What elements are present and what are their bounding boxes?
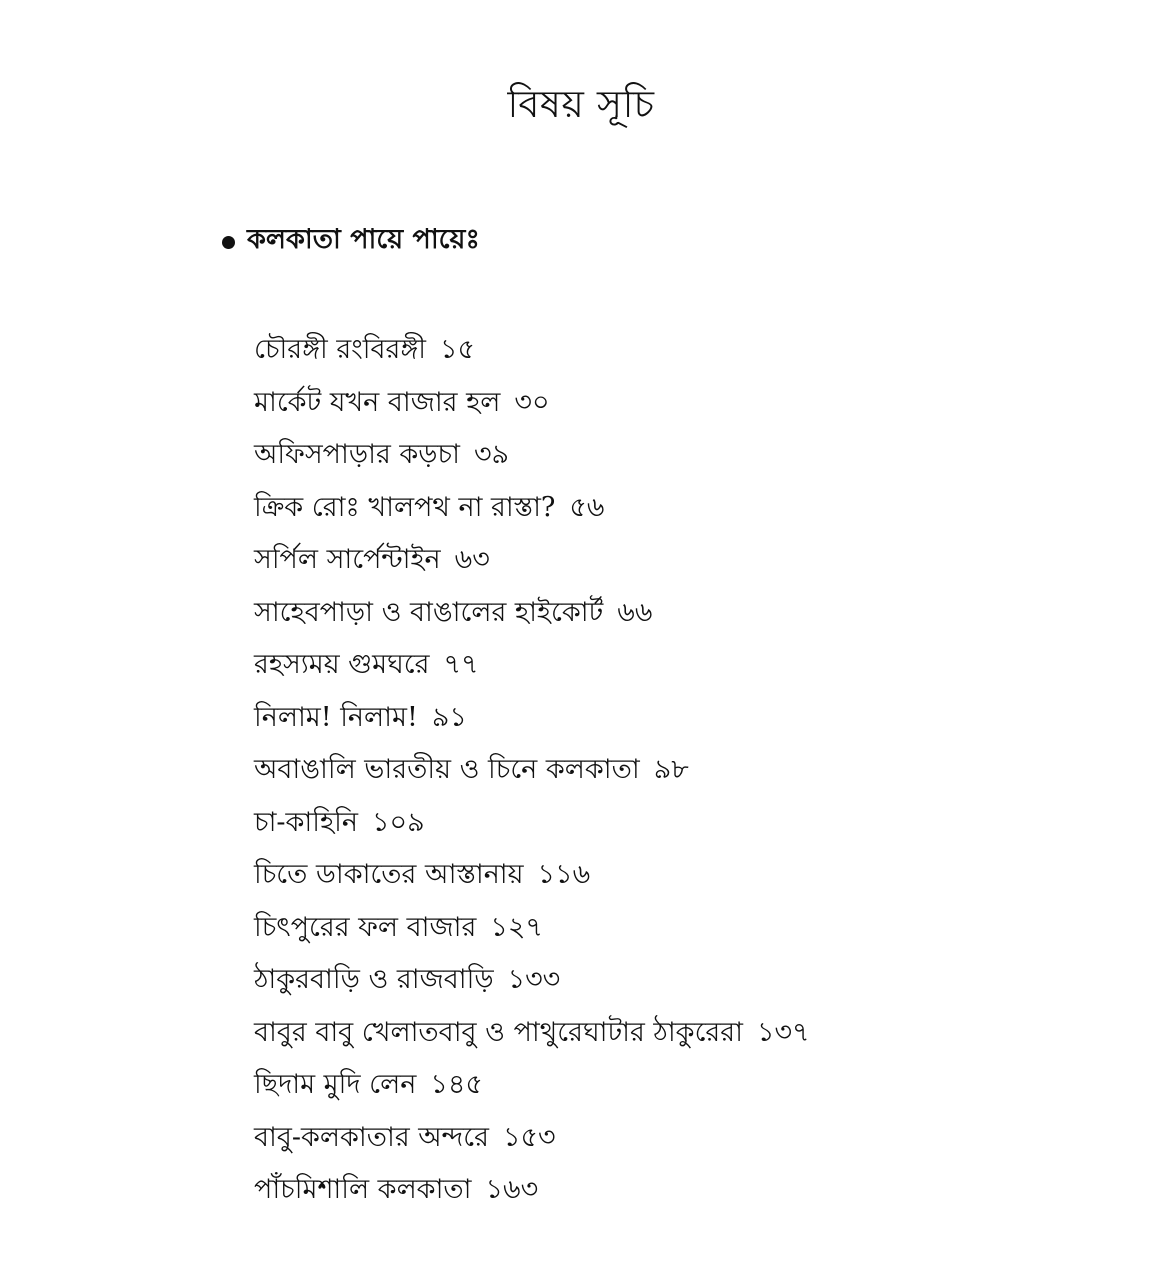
toc-entry-page: ৯৮ [653, 754, 689, 785]
toc-entry [254, 1011, 810, 1064]
toc-entry-title: ছিদাম মুদি লেন [254, 1069, 417, 1100]
bullet-icon [222, 236, 235, 249]
toc-entry-title: চৌরঙ্গী রংবিরঙ্গী [254, 334, 427, 365]
toc-entry-page: ১৫ [440, 334, 476, 365]
toc-entry-title: পাঁচমিশালি কলকাতা [254, 1174, 472, 1205]
toc-entry [254, 958, 810, 1011]
toc-entry-page: ১০৯ [372, 806, 425, 838]
toc-entry-title: বাবুর বাবু খেলাতবাবু ও পাথুরেঘাটার ঠাকুরেরা [254, 1016, 743, 1048]
toc-entry [254, 328, 810, 381]
toc-entry-page: ৬৬ [617, 596, 653, 628]
toc-entry-title: ঠাকুরবাড়ি ও রাজবাড়ি [254, 964, 494, 995]
toc-entry-title: সর্পিল সার্পেন্টাইন [254, 544, 441, 575]
toc-entry [254, 591, 810, 644]
section-heading [222, 224, 480, 256]
section-heading-label: কলকাতা পায়ে পায়েঃ [247, 224, 480, 255]
toc-entry-page: ১৩৭ [756, 1016, 810, 1048]
toc-entry-page: ৯১ [431, 701, 467, 733]
toc-entry-title: চিতে ডাকাতের আস্তানায় [254, 859, 524, 890]
toc-entry-title: চিৎপুরের ফল বাজার [254, 911, 477, 943]
toc-entry [254, 1168, 810, 1221]
toc-entry-page: ১৫৩ [503, 1121, 556, 1153]
toc-entry-page: ৬৩ [454, 544, 490, 575]
toc-entry [254, 853, 810, 906]
toc-entry [254, 1116, 810, 1169]
page-title: বিষয় সূচি [507, 82, 655, 126]
toc-entry-page: ৩০ [514, 386, 550, 418]
toc-entry [254, 433, 810, 486]
toc-entry-title: সাহেবপাড়া ও বাঙালের হাইকোর্ট [254, 596, 604, 628]
toc-entry [254, 1063, 810, 1116]
toc-entry-title: ক্রিক রোঃ খালপথ না রাস্তা? [254, 491, 556, 523]
toc-entry-title: বাবু-কলকাতার অন্দরে [254, 1121, 490, 1153]
toc-list [254, 328, 810, 1221]
toc-entry [254, 696, 810, 749]
toc-entry [254, 748, 810, 801]
toc-entry [254, 486, 810, 539]
toc-entry-title: মার্কেট যখন বাজার হল [254, 386, 501, 418]
toc-entry [254, 643, 810, 696]
toc-entry-title: অবাঙালি ভারতীয় ও চিনে কলকাতা [254, 754, 640, 785]
toc-entry-title: চা-কাহিনি [254, 806, 358, 838]
toc-entry-title: নিলাম! নিলাম! [254, 701, 418, 733]
toc-entry-page: ৭৭ [443, 649, 479, 680]
toc-entry-page: ৫৬ [569, 491, 605, 523]
toc-entry-page: ১২৭ [490, 911, 543, 943]
toc-entry-page: ১৬৩ [485, 1174, 539, 1205]
toc-entry [254, 906, 810, 959]
toc-entry [254, 801, 810, 854]
toc-entry-title: রহস্যময় গুমঘরে [254, 649, 430, 680]
toc-entry-page: ১১৬ [537, 859, 591, 890]
toc-entry-page: ১৩৩ [507, 964, 561, 995]
toc-entry-page: ৩৯ [473, 439, 510, 470]
toc-entry [254, 381, 810, 434]
toc-entry [254, 538, 810, 591]
toc-entry-page: ১৪৫ [430, 1069, 483, 1100]
toc-entry-title: অফিসপাড়ার কড়চা [254, 439, 460, 470]
